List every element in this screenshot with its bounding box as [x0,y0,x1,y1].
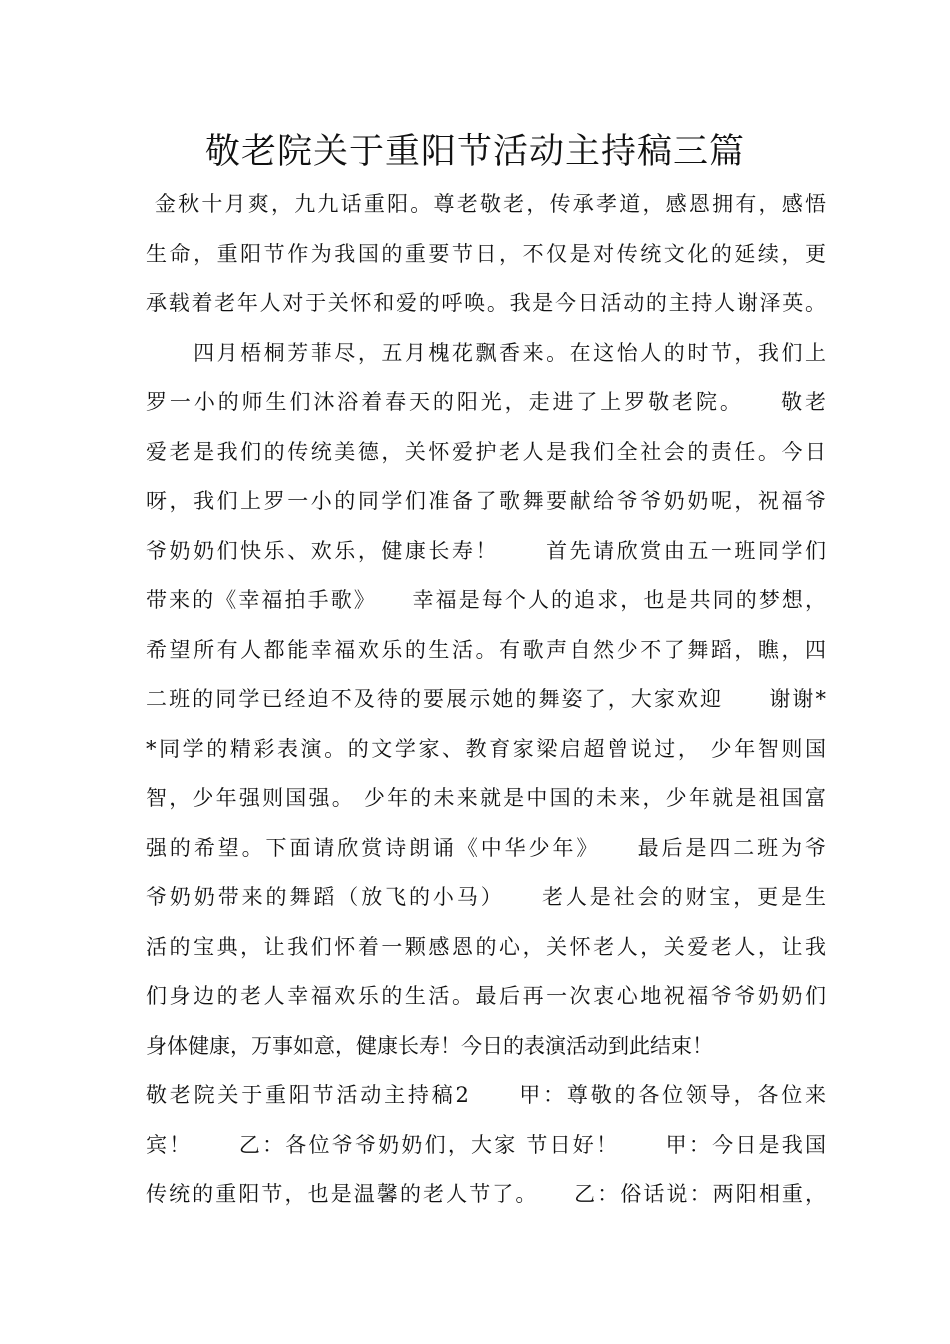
text-line: 爷奶奶们快乐、欢乐，健康长寿！ 首先请欣赏由五一班同学们 [146,538,826,563]
text-line: 承载着老年人对于关怀和爱的呼唤。我是今日活动的主持人谢泽英。 [146,291,826,315]
text-line: 活的宝典，让我们怀着一颗感恩的心，关怀老人，关爱老人，让我 [146,934,826,959]
text-line: 身体健康，万事如意，健康长寿！今日的表演活动到此结束！ [146,1033,713,1058]
text-line: 呀，我们上罗一小的同学们准备了歌舞要献给爷爷奶奶呢，祝福爷 [146,489,826,513]
text-line: 二班的同学已经迫不及待的要展示她的舞姿了，大家欢迎 谢谢* [146,687,826,711]
text-line: 四月梧桐芳菲尽，五月槐花飘香来。在这怡人的时节，我们上 [146,340,826,365]
text-line: 传统的重阳节，也是温馨的老人节了。 乙：俗话说：两阳相重， [146,1182,826,1206]
text-line: 带来的《幸福拍手歌》 幸福是每个人的追求，也是共同的梦想， [146,588,826,612]
text-line: 希望所有人都能幸福欢乐的生活。有歌声自然少不了舞蹈，瞧，四 [146,637,826,662]
text-line: *同学的精彩表演。的文学家、教育家梁启超曾说过， 少年智则国 [146,736,826,761]
text-line: 罗一小的师生们沐浴着春天的阳光，走进了上罗敬老院。 敬老 [146,390,826,414]
text-line: 智，少年强则国强。 少年的未来就是中国的未来，少年就是祖国富 [146,786,826,810]
text-line: 强的希望。下面请欣赏诗朗诵《中华少年》 最后是四二班为爷 [146,835,826,860]
text-line: 金秋十月爽，九九话重阳。尊老敬老，传承孝道，感恩拥有，感悟 [146,192,826,216]
text-line: 宾！ 乙：各位爷爷奶奶们，大家 节日好！ 甲：今日是我国 [146,1132,826,1157]
document-body [146,180,826,1220]
text-line: 们身边的老人幸福欢乐的生活。最后再一次衷心地祝福爷爷奶奶们 [146,984,826,1008]
text-line: 爱老是我们的传统美德，关怀爱护老人是我们全社会的责任。今日 [146,439,826,464]
document-title: 敬老院关于重阳节活动主持稿三篇 [204,132,745,172]
text-line: 生命，重阳节作为我国的重要节日，不仅是对传统文化的延续，更 [146,241,826,266]
text-line: 敬老院关于重阳节活动主持稿2 甲：尊敬的各位领导，各位来 [146,1083,826,1107]
text-line: 爷奶奶带来的舞蹈（放飞的小马） 老人是社会的财宝，更是生 [146,885,826,909]
